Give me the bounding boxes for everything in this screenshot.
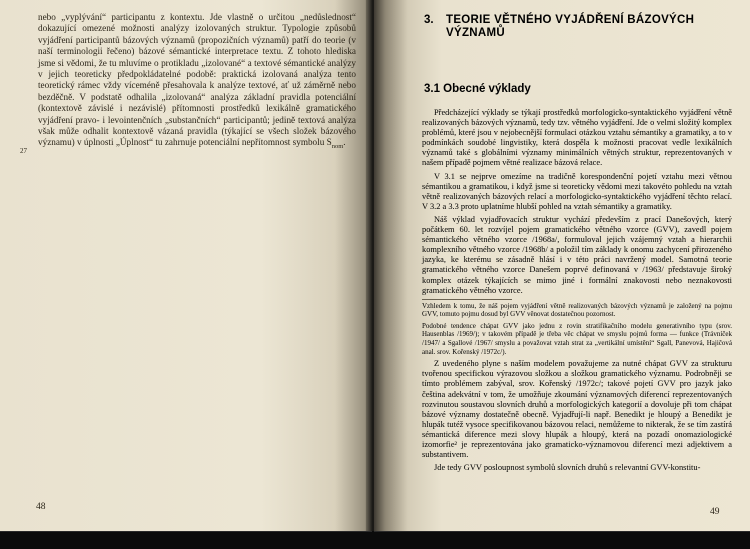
footnote-rule — [422, 299, 512, 300]
right-paragraph-1: Předcházející výklady se týkají prostředků morfologicko-syntaktického vyjádření větně realizovaných bázových významů, tedy tzv. větného vyjádření. Jde o velmi složitý komplex problémů, které jsou v nejobecnější formulaci otázkou vztahu sémantiky a gramatiky, a to v podmínkách soudobé lingvistiky, která dospěla k možnosti pracovat vedle lexikálních významů také s globálními významy minimálních větných struktur, reprezentovaných v našem případě pojmem větné realizace bázová relace. — [422, 108, 732, 168]
footnote-2: Podobné tendence chápat GVV jako jednu z rovin stratifikačního modelu generativního typu (srov. Hausenblas /1969/); v takovém případě je třeba věc chápat ve smyslu pojmů forma — funkce (Trávníček /1947/ a Sgallové /1967/ smyslu a považovat vztah strat za „vertikální umístění“ Sgall, Panevová, Hajičová anal. srov. Kořenský /1972c/). — [422, 321, 732, 356]
footnote-1: Vzhledem k tomu, že náš pojem vyjádření větně realizovaných bázových významů je založený na pojmu GVV, tomuto pojmu dosud byl GVV věnovat dostatečnou pozornost. — [422, 301, 732, 319]
left-page-number: 48 — [36, 502, 46, 512]
chapter-title: TEORIE VĚTNÉHO VYJÁDŘENÍ BÁZOVÝCH VÝZNAMŮ — [446, 14, 695, 39]
right-paragraph-5: Jde tedy GVV posloupnost symbolů slovních druhů s relevantní GVV-konstitu- — [434, 463, 701, 473]
right-paragraph-3: Náš výklad vyjadřovacích struktur vychází především z prací Danešových, který počátkem 60. let rozvíjel pojem gramatického větného vzorce (GVV), zavedl pojem sémantického větného vzorce /1968a/, formuloval jejich vzájemný vztah a hierarchii komplexního větného vzorce /1968b/ a položil tím základy k onomu zachycení přirozeného jazyka, ke kterému se zásadně hlásí i v této práci navržený model. Samotná teorie gramatického větného vzorce Danešem poprvé definovaná v /1963/ představuje široký komplex otázek týkajících se mimo jiné i formální znakovosti nebo neznakovosti gramatického větného vzorce. — [422, 214, 732, 295]
right-paragraph-2: V 3.1 se nejprve omezíme na tradičně korespondenční pojetí vztahu mezi větnou sémantikou a gramatikou, i když jsme si teoreticky vědomi mezi takovéto pohledu na vztah větně realizovaných bázových relací a morfologicko-syntaktického vyjádření těchto relací. V 3.2 a 3.3 proto uplatníme hlubší pohled na vztah sémantiky a gramatiky. — [422, 171, 732, 211]
chapter-number: 3. — [424, 14, 434, 26]
left-paragraph-tail: . — [343, 137, 346, 148]
left-paragraph-body: nebo „vyplývání“ participantu z kontextu. Jde vlastně o určitou „nedůslednost“ dokazující omezené možnosti analýzy izolovaných struktur. Typologie způsobů vyjádření participantů bázových významů (propozičních významů) patří do teorie (v naší terminologii řečeno) bázové sémantické interpretace textu. Z tohoto hlediska jsme si vědomi, že tu mluvíme o protikladu „izolované“ a textové sémantické analýzy v jejich teoreticky předpokládatelné podobě: praktická izolovaná analýza tento teoretický rámec vždy víceméně přesahovala k analýze textové, ať už záměrně nebo bezděčně. V podstatě odhalila „izolovaná“ analýza základní pravidla potenciální (kontextově závislé i nezávislé) přítomnosti prostředků lexikálně gramatického vyjádření pravo- i levointenčních „substančních“ participantů; jedině textová analýza však může odhalit kontextově vázaná pravidla (týkající se všech složek bázového významu) v úplnosti „Úplnost“ tu zahrnuje potenciální nepřítomnost symbolu S — [38, 12, 356, 148]
left-page-text — [38, 12, 356, 153]
subscript-nom: nom — [331, 143, 344, 151]
margin-note: 27 — [20, 147, 27, 155]
section-title: 3.1 Obecné výklady — [424, 83, 531, 95]
right-page-number: 49 — [710, 507, 720, 517]
left-page — [0, 0, 372, 532]
right-paragraph-4: Z uvedeného plyne s naším modelem považujeme za nutné chápat GVV za strukturu tvořenou specifickou výrazovou složkou a složkou gramatického významu. Podrobněji se tímto problémem zabýval, srov. Kořenský /1972c/; takové pojetí GVV pro jazyk jako čeština adekvátní v tom, že umožňuje zkoumání významových diferencí reprezentovaných rozvinutou soustavou slovních druhů a morfologických kategorií a dovoluje při tom chápat bázové významy dostatečně obecně. Vyjadřují-li např. Benedikt je hloupý a Benedikt je hlupák tutéž vysoce specifikovanou bázovou relaci, nemůžeme to nikterak, že se tím zastírá sémantická diference mezi slovy hlupák a hloupý, která na pozadí onomaziologické izomorfie² je reprezentována jako gramaticko-významovou diferencí mezi adjektivem a substantivem. — [422, 359, 732, 460]
right-page-text — [422, 108, 732, 476]
left-paragraph — [38, 12, 356, 153]
